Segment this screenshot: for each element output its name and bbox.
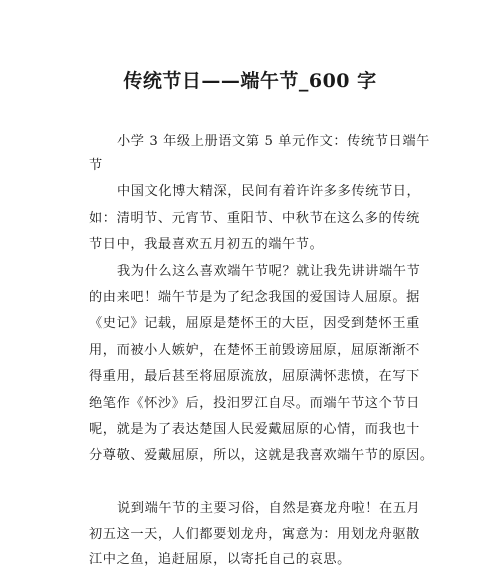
paragraph-1-line-2: 节 bbox=[89, 158, 103, 173]
paragraph-3-line-6: 绝笔作《怀沙》后，投汨罗江自尽。而端午节这个节日 bbox=[89, 396, 420, 411]
paragraph-2-line-1: 中国文化博大精深，民间有着许许多多传统节日， bbox=[117, 184, 421, 199]
paragraph-4-line-3: 江中之鱼，追赶屈原，以寄托自己的哀思。 bbox=[89, 552, 351, 566]
paragraph-4-line-1: 说到端午节的主要习俗，自然是赛龙舟啦！在五月 bbox=[117, 501, 421, 516]
paragraph-3-line-8: 分尊敬、爱戴屈原，所以，这就是我喜欢端午节的原因。 bbox=[89, 448, 434, 463]
paragraph-3-line-5: 得重用，最后甚至将屈原流放，屈原满怀悲愤，在写下 bbox=[89, 369, 420, 384]
paragraph-3-line-3: 《史记》记载，屈原是楚怀王的大臣，因受到楚怀王重 bbox=[89, 316, 420, 331]
paragraph-2-line-2: 如：清明节、元宵节、重阳节、中秋节在这么多的传统 bbox=[89, 211, 420, 226]
paragraph-3-line-4: 用，而被小人嫉妒，在楚怀王前毁谤屈原，屈原渐渐不 bbox=[89, 343, 420, 358]
paragraph-3-line-1: 我为什么这么喜欢端午节呢？就让我先讲讲端午节 bbox=[117, 264, 421, 279]
paragraph-1-line-1: 小学 3 年级上册语文第 5 单元作文：传统节日端午 bbox=[117, 134, 430, 149]
paragraph-2-line-3: 节日中，我最喜欢五月初五的端午节。 bbox=[89, 237, 324, 252]
paragraph-3-line-2: 的由来吧！端午节是为了纪念我国的爱国诗人屈原。据 bbox=[89, 290, 420, 305]
document-title: 传统节日——端午节_600 字 bbox=[123, 70, 377, 92]
paragraph-4-line-2: 初五这一天，人们都要划龙舟，寓意为：用划龙舟驱散 bbox=[89, 527, 420, 542]
paragraph-3-line-7: 呢，就是为了表达楚国人民爱戴屈原的心情，而我也十 bbox=[89, 422, 420, 437]
